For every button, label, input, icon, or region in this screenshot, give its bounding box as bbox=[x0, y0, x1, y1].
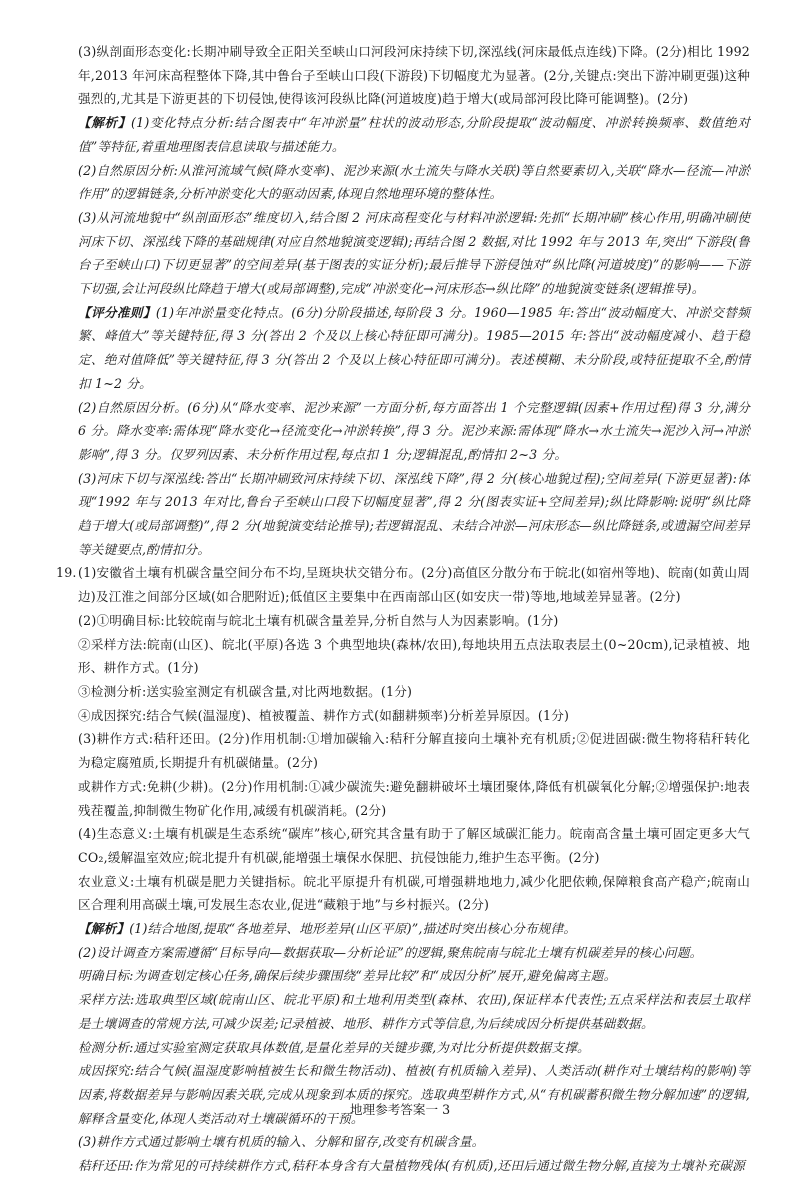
analysis-label: 【解析】 bbox=[78, 115, 131, 131]
paragraph: (4)生态意义:土壤有机碳是生态系统“碳库”核心,研究其含量有助于了解区域碳汇能力。皖南高含量土壤可固定更多大气 CO₂,缓解温室效应;皖北提升有机碳,能增强土壤保水保肥、抗侵蚀能力,维护生态平衡。(2分) bbox=[78, 826, 750, 865]
paragraph: 【解析】(1)变化特点分析:结合图表中“年冲淤量”柱状的波动形态,分阶段提取“波动幅度、冲淤转换频率、数值绝对值”等特征,着重地理图表信息读取与描述能力。 bbox=[78, 115, 750, 154]
paragraph: ③检测分析:送实验室测定有机碳含量,对比两地数据。(1分) bbox=[78, 683, 413, 699]
paragraph: (2)自然原因分析。(6分)从“降水变率、泥沙来源”一方面分析,每方面答出 1 个完整逻辑(因素+作用过程)得 3 分,满分 6 分。降水变率:需体现“降水变化→径流变化→冲淤转换”,得 3 分。泥沙来源:需体现“降水→水土流失→泥沙入河→冲淤影响”,得 3 分。仅罗列因素、未分析作用过程,每点扣 1 分;逻辑混乱,酌情扣 2~3 分。 bbox=[78, 399, 750, 462]
paragraph: 检测分析:通过实验室测定获取具体数值,是量化差异的关键步骤,为对比分析提供数据支撑。 bbox=[78, 1039, 590, 1055]
paragraph: 【评分准则】(1)年冲淤量变化特点。(6分)分阶段描述,每阶段 3 分。1960—1985 年:答出“波动幅度大、冲淤交替频繁、峰值大”等关键特征,得 3 分(答出 2 个及以上核心特征即可满分)。1985—2015 年:答出“波动幅度减小、趋于稳定、绝对值降低”等关键特征,得 3 分(答出 2 个及以上核心特征即可满分)。表述模糊、未分阶段,或特征提取不全,酌情扣 1~2 分。 bbox=[78, 304, 750, 391]
paragraph: (3)河床下切与深泓线:答出“长期冲刷致河床持续下切、深泓线下降”,得 2 分(核心地貌过程);空间差异(下游更显著):体现“1992 年与 2013 年对比,鲁台子至峡山口段下切幅度显著”,得 2 分(图表实证+空间差异);纵比降影响:说明“纵比降趋于增大(或局部调整)”,得 2 分(地貌演变结论推导);若逻辑混乱、未结合冲淤—河床形态—纵比降链条,或遗漏空间差异等关键要点,酌情扣分。 bbox=[78, 470, 750, 557]
paragraph: ④成因探究:结合气候(温湿度)、植被覆盖、耕作方式(如翻耕频率)分析差异原因。(1分) bbox=[78, 707, 570, 723]
paragraph: 或耕作方式:免耕(少耕)。(2分)作用机制:①减少碳流失:避免翻耕破坏土壤团聚体,降低有机碳氧化分解;②增强保护:地表残茬覆盖,抑制微生物矿化作用,减缓有机碳消耗。(2分) bbox=[78, 778, 750, 818]
paragraph: ②采样方法:皖南(山区)、皖北(平原)各选 3 个典型地块(森林/农田),每地块用五点法取表层土(0~20cm),记录植被、地形、耕作方式。(1分) bbox=[78, 636, 750, 676]
paragraph: (2)设计调查方案需遵循“目标导向—数据获取—分析论证”的逻辑,聚焦皖南与皖北土壤有机碳差异的核心问题。 bbox=[78, 944, 703, 960]
paragraph: 农业意义:土壤有机碳是肥力关键指标。皖北平原提升有机碳,可增强耕地地力,减少化肥依赖,保障粮食高产稳产;皖南山区合理利用高碳土壤,可发展生态农业,促进“藏粮于地”与乡村振兴。(2分) bbox=[78, 873, 750, 913]
paragraph: 成因探究:结合气候(温湿度影响植被生长和微生物活动)、植被(有机质输入差异)、人类活动(耕作对土壤结构的影响)等因素,将数据差异与影响因素关联,完成从现象到本质的探究。选取典型耕作方式,从“有机碳蓄积微生物分解加速”的逻辑,解释含量变化,体现人类活动对土壤碳循环的干预。 bbox=[78, 1063, 750, 1126]
paragraph: 明确目标:为调查划定核心任务,确保后续步骤围绕“差异比较”和“成因分析”展开,避免偏离主题。 bbox=[78, 968, 617, 984]
paragraph: (3)耕作方式通过影响土壤有机质的输入、分解和留存,改变有机碳含量。 bbox=[78, 1134, 485, 1150]
question-number: 19. bbox=[56, 565, 77, 581]
paragraph: (3)耕作方式:秸秆还田。(2分)作用机制:①增加碳输入:秸秆分解直接向土壤补充有机质;②促进固碳:微生物将秸秆转化为稳定腐殖质,长期提升有机碳储量。(2分) bbox=[78, 731, 750, 771]
paragraph: 【解析】(1)结合地图,提取“各地差异、地形差异(山区平原)”,描述时突出核心分布规律。 bbox=[78, 921, 577, 937]
scoring-label: 【评分准则】 bbox=[78, 304, 156, 320]
page-footer: 地理参考答案一 3 bbox=[349, 1102, 451, 1117]
analysis-label: 【解析】 bbox=[78, 921, 130, 937]
paragraph: 采样方法:选取典型区域(皖南山区、皖北平原)和土地利用类型(森林、农田),保证样本代表性;五点采样法和表层土取样是土壤调查的常规方法,可减少误差;记录植被、地形、耕作方式等信息,为后续成因分析提供基础数据。 bbox=[78, 992, 750, 1031]
page-content bbox=[56, 40, 750, 1178]
paragraph: (3)从河流地貌中“纵剖面形态”维度切入,结合图 2 河床高程变化与材料冲淤逻辑:先抓“长期冲刷”核心作用,明确冲刷使河床下切、深泓线下降的基础规律(对应自然地貌演变逻辑);再结合图 2 数据,对比 1992 年与 2013 年,突出“下游段(鲁台子至峡山口)下切更显著”的空间差异(基于图表的实证分析);最后推导下游侵蚀对“纵比降(河道坡度)”的影响——下游下切强,会让河段纵比降趋于增大(或局部调整),完成“冲淤变化→河床形态→纵比降”的地貌演变链条(逻辑推导)。 bbox=[78, 209, 750, 297]
paragraph: 秸秆还田:作为常见的可持续耕作方式,秸秆本身含有大量植物残体(有机质),还田后通过微生物分解,直接为土壤补充碳源 bbox=[78, 1158, 745, 1174]
paragraph: 19. (1)安徽省土壤有机碳含量空间分布不均,呈斑块状交错分布。(2分)高值区分散分布于皖北(如宿州等地)、皖南(如黄山周边)及江淮之间部分区域(如合肥附近);低值区主要集中在西南部山区(如安庆一带)等地,地域差异显著。(2分) bbox=[78, 561, 750, 608]
paragraph: (2)自然原因分析:从淮河流域气候(降水变率)、泥沙来源(水土流失与降水关联)等自然要素切入,关联“降水—径流—冲淤作用”的逻辑链条,分析冲淤变化大的驱动因素,体现自然地理环境的整体性。 bbox=[78, 162, 750, 202]
paragraph: (2)①明确目标:比较皖南与皖北土壤有机碳含量差异,分析自然与人为因素影响。(1分) bbox=[78, 612, 559, 628]
paragraph: (3)纵剖面形态变化:长期冲刷导致全正阳关至峡山口河段河床持续下切,深泓线(河床最低点连线)下降。(2分)相比 1992 年,2013 年河床高程整体下降,其中鲁台子至峡山口段(下游段)下切幅度尤为显著。(2分,关键点:突出下游冲刷更强)这种强烈的,尤其是下游更甚的下切侵蚀,使得该河段纵比降(河道坡度)趋于增大(或局部河段比降可能调整)。(2分) bbox=[78, 44, 750, 107]
